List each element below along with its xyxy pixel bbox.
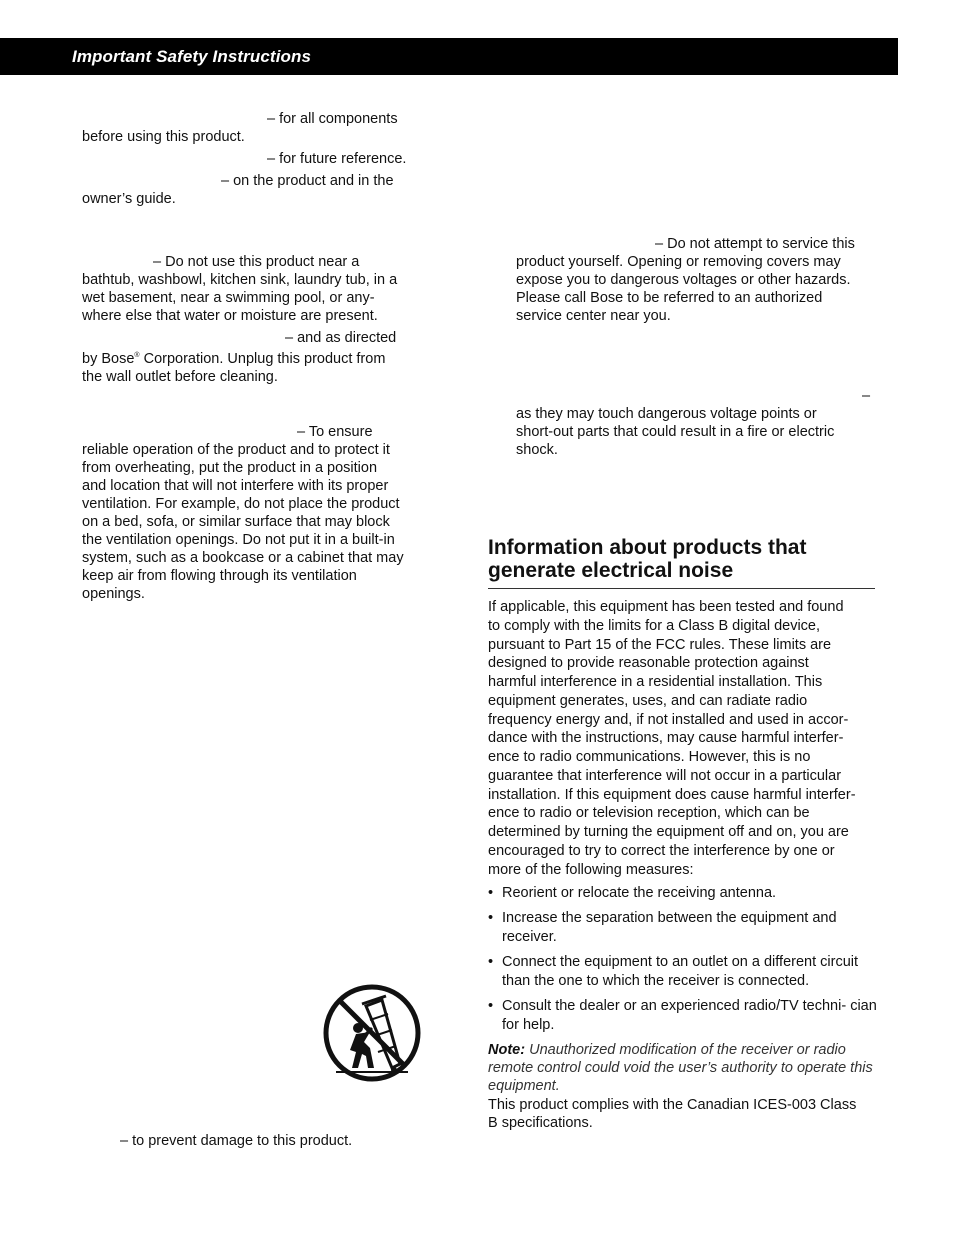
- left-paragraph-5-after: Corporation. Unplug this product from: [139, 351, 386, 367]
- left-paragraph-1-line2: before using this product.: [82, 129, 245, 145]
- bullet-icon: •: [488, 998, 494, 1014]
- list-item: [488, 909, 883, 947]
- section-heading: Information about products that generate electrical noise: [488, 536, 807, 582]
- right-paragraph-1-line1: – Do not attempt to service this: [655, 236, 855, 252]
- note-paragraph: [488, 1041, 880, 1095]
- left-paragraph-3: [82, 172, 422, 208]
- right-paragraph-2-body: as they may touch dangerous voltage points or short-out parts that could result in a fire or electric shock.: [516, 406, 835, 458]
- left-paragraph-4-body: bathtub, washbowl, kitchen sink, laundry tub, in a wet basement, near a swimming pool, or any- where else that water or moisture are present.: [82, 272, 398, 324]
- left-paragraph-5: [82, 329, 427, 386]
- cart-tip-over-warning-icon: [322, 984, 422, 1082]
- left-paragraph-7: [120, 1132, 420, 1150]
- list-item: [488, 997, 883, 1035]
- fcc-paragraph: If applicable, this equipment has been tested and found to comply with the limits for a Class B digital device, pursuant to Part 15 of the FCC rules. These limits are designed to provide reasonable protection against harmful interference in a residential installation. This equipment generates, uses, and can radiate radio frequency energy and, if not installed and used in accor- dance with the instructions, may cause harmful interfer- ence to radio communications. However, this is no guarantee that interference will not occur in a particular installation. If this equipment does cause harmful interfer- ence to radio or television reception, which can be determined by turning the equipment off and on, you are encouraged to try to correct the interference by one or more of the following measures:: [488, 599, 856, 878]
- right-paragraph-2-dash: –: [862, 388, 871, 404]
- note-text: Unauthorized modification of the receiver or radio remote control could void the user’s authority to operate this equipment.: [488, 1042, 873, 1094]
- list-item-text: Connect the equipment to an outlet on a different circuit than the one to which the receiver is connected.: [502, 954, 859, 989]
- page-title: Important Safety Instructions: [72, 47, 312, 66]
- header-bar: [0, 38, 898, 75]
- left-paragraph-5-line3: the wall outlet before cleaning.: [82, 369, 278, 385]
- left-paragraph-2: [267, 150, 467, 168]
- list-item: [488, 884, 883, 903]
- left-paragraph-1: [82, 110, 422, 146]
- bullet-icon: •: [488, 885, 494, 901]
- left-paragraph-4-line1: – Do not use this product near a: [153, 254, 360, 270]
- list-item-text: Increase the separation between the equipment and receiver.: [502, 910, 837, 945]
- list-item: [488, 953, 883, 991]
- right-paragraph-1-body: product yourself. Opening or removing covers may expose you to dangerous voltages or other hazards. Please call Bose to be referred to an authorized service center near you.: [516, 254, 851, 324]
- left-paragraph-5-by: by Bose: [82, 351, 135, 367]
- list-item-text: Reorient or relocate the receiving antenna.: [502, 885, 777, 901]
- left-paragraph-5-line1: – and as directed: [285, 330, 397, 346]
- bullet-icon: •: [488, 954, 494, 970]
- left-paragraph-6: [82, 423, 427, 603]
- list-item-text: Consult the dealer or an experienced radio/TV techni- cian for help.: [502, 998, 877, 1033]
- left-paragraph-6-line1: – To ensure: [297, 424, 373, 440]
- bullet-icon: •: [488, 910, 494, 926]
- left-paragraph-3-line1: – on the product and in the: [221, 173, 394, 189]
- note-label: Note:: [488, 1042, 526, 1058]
- canada-compliance: This product complies with the Canadian ICES-003 Class B specifications.: [488, 1097, 857, 1131]
- left-paragraph-4: [82, 253, 427, 325]
- heading-divider: [488, 588, 875, 589]
- interference-measures-list: [488, 884, 883, 1041]
- left-paragraph-7-text: – to prevent damage to this product.: [120, 1133, 353, 1149]
- registered-mark: ®: [134, 352, 140, 359]
- left-paragraph-2-text: – for future reference.: [267, 151, 407, 167]
- right-paragraph-2: [516, 387, 886, 459]
- right-paragraph-1: [516, 235, 886, 325]
- left-paragraph-1-line1: – for all components: [267, 111, 398, 127]
- left-paragraph-3-line2: owner’s guide.: [82, 191, 176, 207]
- left-paragraph-6-body: reliable operation of the product and to protect it from overheating, put the product in a position and location that will not interfere with its proper ventilation. For example, do not place the product on a bed, sofa, or similar surface that may block the ventilation openings. Do not put it in a built-in system, such as a bookcase or a cabinet that may keep air from flowing through its ventilation openings.: [82, 442, 404, 602]
- left-paragraph-5-line2: [82, 347, 427, 368]
